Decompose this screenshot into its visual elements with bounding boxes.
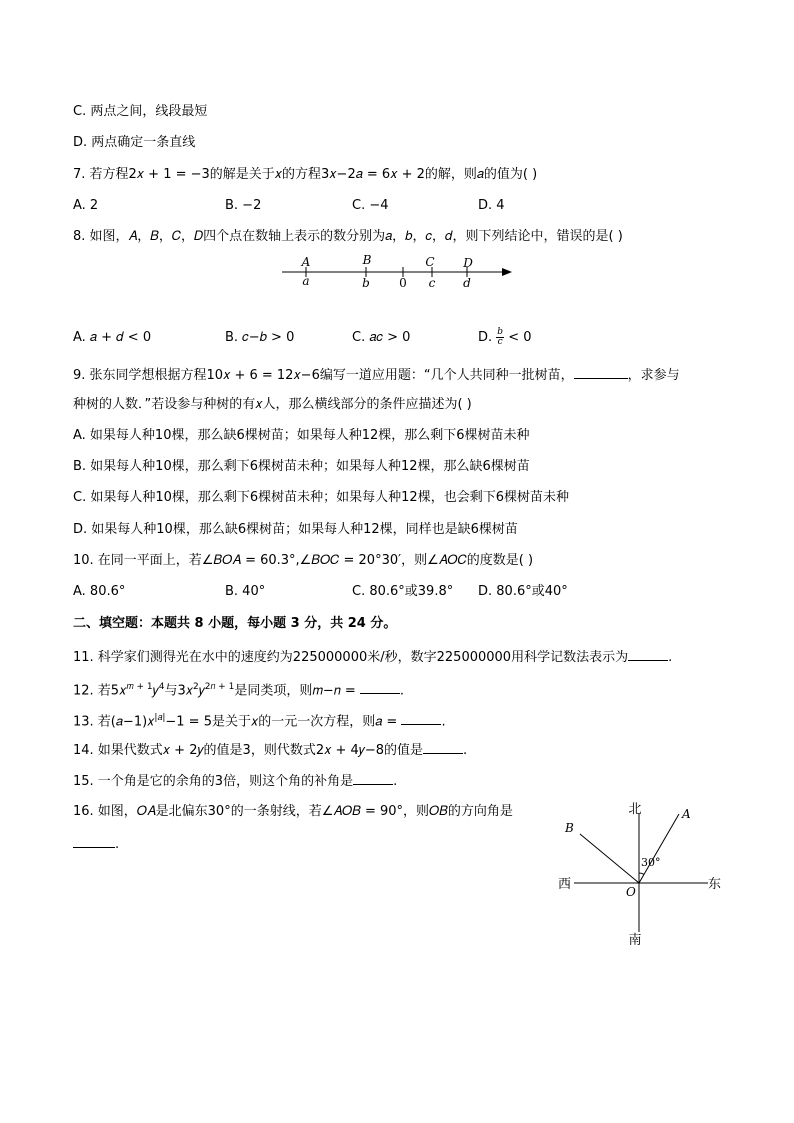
q16-end: . [115,837,120,852]
q13-end: . [441,714,446,730]
q8-option-d-inequality: < 0 [508,330,532,345]
q16-line2 [73,833,119,853]
q10-option-a: A. 80.6° [73,584,126,599]
ray-oa [639,814,679,883]
ray-ob [580,834,639,883]
q7-option-d: D. 4 [478,198,505,213]
q16-line1: 16. 如图，𝑂𝐴是北偏东30°的一条射线，若∠𝐴𝑂𝐵 = 90°，则𝑂𝐵的方向角是 [73,804,513,819]
q14 [73,739,467,759]
q12-end: . [399,683,405,699]
q13-exponent: |𝑎| [154,713,166,723]
q10-option-b: B. 40° [225,584,266,599]
label-value-d: d [463,276,471,290]
q9-option-d: D. 如果每人种10棵，那么缺6棵树苗；如果每人种12棵，同样也是缺6棵树苗 [73,522,518,537]
label-zero: 0 [399,276,407,290]
label-value-c: c [428,276,436,290]
label-value-a: a [302,274,310,288]
q13-part2: −1 = 5是关于𝑥的一元一次方程，则𝑎 = [165,714,402,730]
number-line-arrow [502,268,512,276]
section-2-heading: 二、填空题：本题共 8 小题，每小题 3 分，共 24 分。 [73,616,397,631]
q8-options [73,328,633,348]
q15-answer-blank [353,770,393,785]
q11-text: 11. 科学家们测得光在水中的速度约为225000000米/秒，数字225000000用科学记数法表示为 [73,650,629,665]
q6-option-d: D. 两点确定一条直线 [73,135,196,150]
fraction-b-over-c [496,328,504,347]
label-point-a: A [301,255,311,269]
q9-stem-line2: 种树的人数．”若设参与种树的有𝑥人，那么横线部分的条件应描述为( ) [73,397,472,412]
label-point-b: B [565,821,574,835]
label-east: 东 [708,877,722,892]
label-point-b: B [362,253,372,267]
q7-option-c: C. −4 [352,198,389,213]
label-point-d: D [463,256,473,270]
q15 [73,770,397,790]
q9-option-a: A. 如果每人种10棵，那么缺6棵树苗；如果每人种12棵，那么剩下6棵树苗未种 [73,428,530,443]
q11-end: . [668,650,673,665]
q7-option-a: A. 2 [73,198,99,213]
label-west: 西 [558,877,572,892]
q9-option-c: C. 如果每人种10棵，那么剩下6棵树苗未种；如果每人种12棵，也会剩下6棵树苗未种 [73,490,569,505]
q12 [73,677,404,697]
label-point-o: O [626,885,636,899]
q8-option-a: A. 𝑎 + 𝑑 < 0 [73,330,152,345]
q14-answer-blank [423,739,463,754]
q9-option-b: B. 如果每人种10棵，那么剩下6棵树苗未种；如果每人种12棵，那么缺6棵树苗 [73,459,530,474]
q15-text: 15. 一个角是它的余角的3倍，则这个角的补角是 [73,774,354,789]
q8-option-d-letter: D. [478,330,493,345]
q10-option-d: D. 80.6°或40° [478,584,568,599]
q12-part2: 𝑦 [152,683,159,699]
q14-end: . [463,743,468,758]
label-point-a: A [682,807,691,821]
q11 [73,646,672,666]
q9-stem-part2: ，求参与 [627,368,680,383]
label-north: 北 [628,802,642,817]
q12-exponent-2: 4 [158,682,165,692]
q10-options [73,582,633,602]
q12-exponent-4: 2𝑛 + 1 [204,682,235,692]
q7-stem: 7. 若方程2𝑥 + 1 = −3的解是关于𝑥的方程3𝑥−2𝑎 = 6𝑥 + 2的解，则𝑎的值为( ) [73,167,538,182]
q12-exponent-1: 𝑚 + 1 [126,682,153,692]
q8-stem: 8. 如图，𝐴，𝐵，𝐶，𝐷四个点在数轴上表示的数分别为𝑎，𝑏，𝑐，𝑑，则下列结论中，错误的是( ) [73,229,623,244]
q12-exponent-3: 2 [192,682,199,692]
q13-part1: 13. 若(𝑎−1)𝑥 [73,714,155,730]
q8-option-d [478,328,532,348]
q16-direction-diagram [548,796,728,952]
q8-option-b: B. 𝑐−𝑏 > 0 [225,330,295,345]
label-value-b: b [362,276,370,290]
q8-option-c: C. 𝑎𝑐 > 0 [352,330,411,345]
q7-option-b: B. −2 [225,198,262,213]
q13-answer-blank [401,710,441,725]
q12-answer-blank [360,679,400,694]
q9-stem-part1: 9. 张东同学想根据方程10𝑥 + 6 = 12𝑥−6编写一道应用题：“几个人共同种一批树苗， [73,368,574,383]
q10-stem: 10. 在同一平面上，若∠𝐵𝑂𝐴 = 60.3°,∠𝐵𝑂𝐶 = 20°30′，则∠𝐴𝑂𝐶的度数是( ) [73,553,534,568]
fraction-numerator: b [497,327,504,337]
label-south: 南 [628,933,642,948]
fraction-denominator: c [497,337,503,347]
q10-option-c: C. 80.6°或39.8° [352,584,454,599]
label-angle-30: 30° [641,856,661,869]
q14-text: 14. 如果代数式𝑥 + 2𝑦的值是3，则代数式2𝑥 + 4𝑦−8的值是 [73,743,423,758]
q7-options [73,196,633,216]
q6-option-c: C. 两点之间，线段最短 [73,104,208,119]
label-point-c: C [425,255,435,269]
q9-answer-blank [574,364,628,379]
q12-part3: 与3𝑥 [164,683,193,699]
q8-number-line [270,250,520,294]
q11-answer-blank [628,646,668,661]
q16-answer-blank [73,833,115,848]
angle-arc [639,873,644,874]
q9-stem-line1 [73,364,680,384]
q13 [73,708,446,728]
q12-part1: 12. 若5𝑥 [73,683,127,699]
q12-part4: 𝑦 [198,683,205,699]
q15-end: . [393,774,398,789]
q12-part5: 是同类项，则𝑚−𝑛 = [234,683,360,699]
